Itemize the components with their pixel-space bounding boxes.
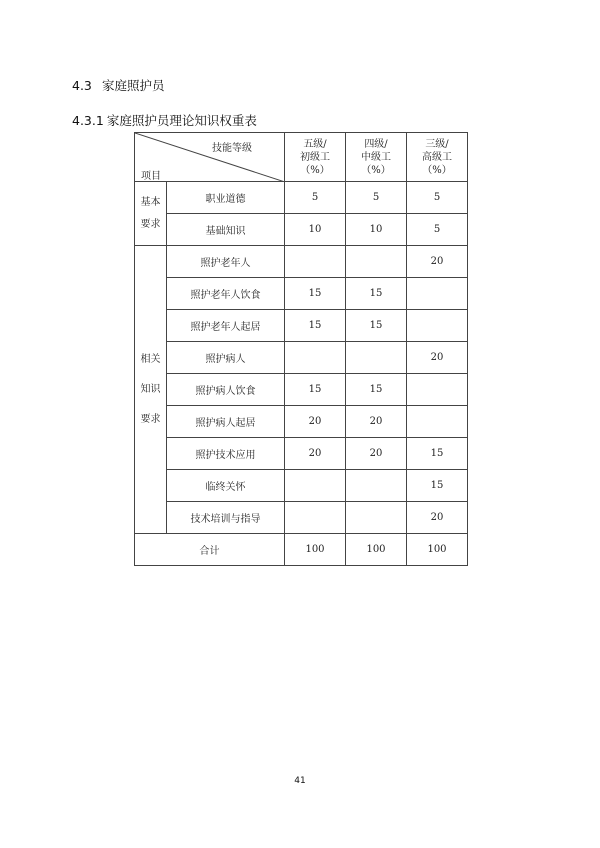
table-row <box>135 470 468 502</box>
table-row <box>135 502 468 534</box>
item-cell: 照护病人起居 <box>167 406 285 438</box>
value-cell <box>407 278 468 310</box>
value-cell: 10 <box>346 214 407 246</box>
value-cell: 15 <box>346 278 407 310</box>
table-row <box>135 182 468 214</box>
level-header-3: 三级/ 高级工 （%） <box>407 133 468 182</box>
page-number: 41 <box>294 776 306 786</box>
total-row <box>135 534 468 566</box>
table-row <box>135 246 468 278</box>
value-cell <box>346 342 407 374</box>
item-cell: 照护病人饮食 <box>167 374 285 406</box>
subsection-number: 4.3.1 <box>72 113 104 128</box>
value-cell <box>285 342 346 374</box>
item-cell: 照护技术应用 <box>167 438 285 470</box>
value-cell <box>407 406 468 438</box>
value-cell: 5 <box>285 182 346 214</box>
table-row <box>135 278 468 310</box>
value-cell <box>346 470 407 502</box>
header-item: 项目 <box>141 171 161 182</box>
item-cell: 基础知识 <box>167 214 285 246</box>
table-row <box>135 310 468 342</box>
total-value: 100 <box>407 534 468 566</box>
value-cell: 15 <box>407 438 468 470</box>
item-cell: 照护老年人饮食 <box>167 278 285 310</box>
header-row <box>135 133 468 182</box>
value-cell: 5 <box>346 182 407 214</box>
value-cell: 10 <box>285 214 346 246</box>
item-cell: 照护病人 <box>167 342 285 374</box>
table-row <box>135 214 468 246</box>
item-cell: 临终关怀 <box>167 470 285 502</box>
value-cell: 15 <box>285 374 346 406</box>
value-cell: 15 <box>285 310 346 342</box>
value-cell: 20 <box>285 406 346 438</box>
value-cell: 5 <box>407 214 468 246</box>
item-cell: 照护老年人 <box>167 246 285 278</box>
subsection-heading <box>72 111 257 129</box>
item-cell: 职业道德 <box>167 182 285 214</box>
section-heading <box>72 76 165 94</box>
value-cell: 15 <box>346 374 407 406</box>
table-row <box>135 374 468 406</box>
value-cell <box>285 502 346 534</box>
value-cell: 5 <box>407 182 468 214</box>
item-cell: 技术培训与指导 <box>167 502 285 534</box>
value-cell: 20 <box>407 502 468 534</box>
table-row <box>135 438 468 470</box>
level-header-5: 五级/ 初级工 （%） <box>285 133 346 182</box>
value-cell: 15 <box>407 470 468 502</box>
table-row <box>135 406 468 438</box>
value-cell <box>407 374 468 406</box>
diagonal-header-cell <box>135 133 285 182</box>
subsection-title: 家庭照护员理论知识权重表 <box>106 113 257 128</box>
value-cell: 20 <box>407 342 468 374</box>
weight-table <box>134 132 468 566</box>
value-cell <box>346 246 407 278</box>
table-row <box>135 342 468 374</box>
section-title: 家庭照护员 <box>102 78 165 93</box>
value-cell <box>346 502 407 534</box>
total-value: 100 <box>285 534 346 566</box>
section-number: 4.3 <box>72 78 92 93</box>
value-cell: 15 <box>285 278 346 310</box>
value-cell: 20 <box>407 246 468 278</box>
value-cell <box>407 310 468 342</box>
item-cell: 照护老年人起居 <box>167 310 285 342</box>
value-cell <box>285 246 346 278</box>
total-label: 合计 <box>135 534 285 566</box>
category-basic: 基本 要求 <box>135 182 167 246</box>
value-cell: 15 <box>346 310 407 342</box>
total-value: 100 <box>346 534 407 566</box>
header-skill-level: 技能等级 <box>212 143 252 154</box>
value-cell: 20 <box>346 406 407 438</box>
category-related-knowledge: 相关 知识 要求 <box>135 246 167 534</box>
value-cell: 20 <box>346 438 407 470</box>
value-cell: 20 <box>285 438 346 470</box>
value-cell <box>285 470 346 502</box>
level-header-4: 四级/ 中级工 （%） <box>346 133 407 182</box>
